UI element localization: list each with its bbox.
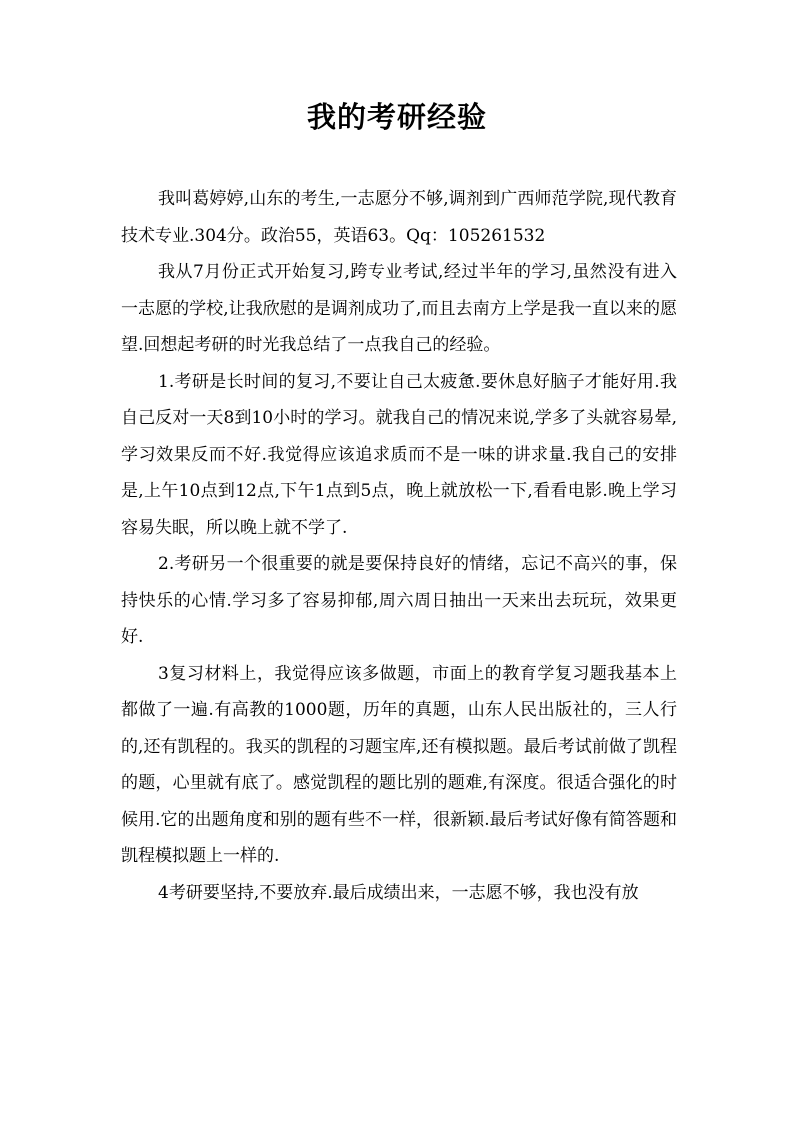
paragraph-tip-3: 3复习材料上，我觉得应该多做题，市面上的教育学复习题我基本上都做了一遍.有高教的1000题，历年的真题，山东人民出版社的，三人行的,还有凯程的。我买的凯程的习题宝库,还有模拟题。最后考试前做了凯程的题，心里就有底了。感觉凯程的题比别的题难,有深度。很适合强化的时候用.它的出题角度和别的题有些不一样，很新颖.最后考试好像有简答题和凯程模拟题上一样的.: [121, 663, 677, 866]
paragraph-intro: 我叫葛婷婷,山东的考生,一志愿分不够,调剂到广西师范学院,现代教育技术专业.304分。政治55，英语63。Qq：105261532: [121, 189, 677, 246]
paragraph-tip-4: 4考研要坚持,不要放弃.最后成绩出来，一志愿不够，我也没有放: [158, 882, 639, 903]
paragraph-tip-1: 1.考研是长时间的复习,不要让自己太疲惫.要休息好脑子才能好用.我自己反对一天8到10小时的学习。就我自己的情况来说,学多了头就容易晕,学习效果反而不好.我觉得应该追求质而不是一味的讲求量.我自己的安排是,上午10点到12点,下午1点到5点，晚上就放松一下,看看电影.晚上学习容易失眠，所以晚上就不学了.: [121, 371, 677, 538]
paragraph-tip-2: 2.考研另一个很重要的就是要保持良好的情绪，忘记不高兴的事，保持快乐的心情.学习多了容易抑郁,周六周日抽出一天来出去玩玩，效果更好.: [121, 554, 677, 647]
page-title: 我的考研经验: [306, 100, 487, 134]
paragraph-background: 我从7月份正式开始复习,跨专业考试,经过半年的学习,虽然没有进入一志愿的学校,让我欣慰的是调剂成功了,而且去南方上学是我一直以来的愿望.回想起考研的时光我总结了一点我自己的经验。: [121, 262, 677, 355]
document-body: [121, 181, 677, 911]
